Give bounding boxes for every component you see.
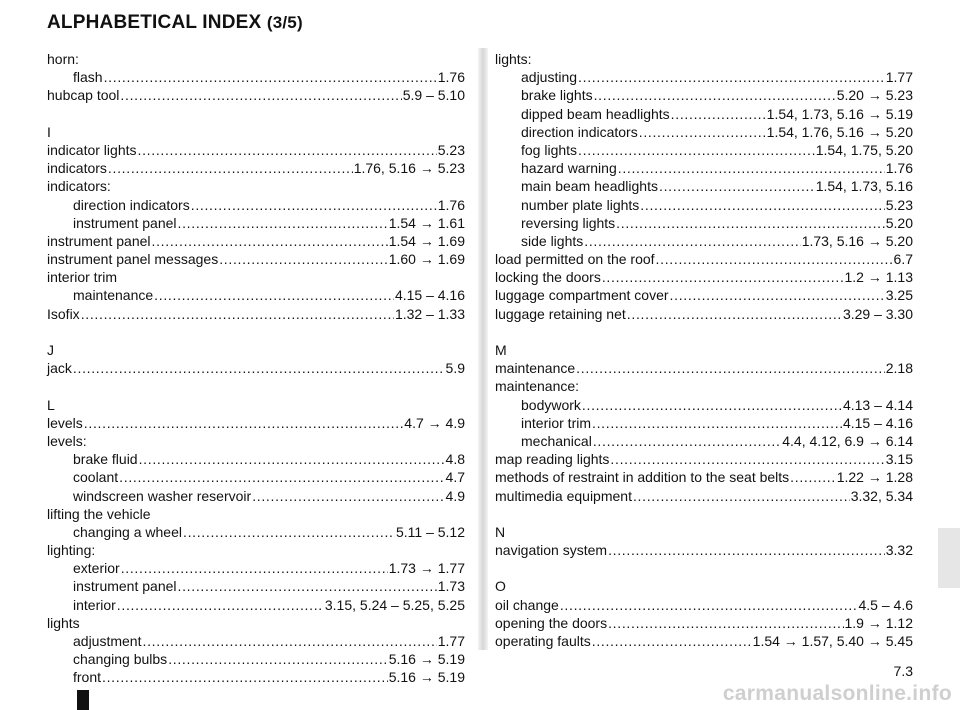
entry-label: levels: [47, 432, 87, 449]
index-entry [495, 250, 913, 268]
dot-leader [154, 286, 394, 304]
dot-leader [633, 487, 850, 505]
entry-label: navigation system [495, 542, 608, 559]
entry-pages: 1.54 → 1.61 [388, 214, 465, 231]
dot-leader [560, 596, 858, 614]
entry-pages: 4.15 – 4.16 [394, 287, 465, 304]
entry-pages: 5.16 → 5.19 [388, 669, 465, 686]
index-subentry [495, 68, 913, 86]
entry-label: exterior [73, 560, 120, 577]
dot-leader [73, 359, 445, 377]
entry-pages: 5.20 → 5.23 [836, 87, 913, 104]
entry-pages: 1.54, 1.73, 5.16 → 5.19 [766, 105, 913, 122]
watermark: carmanualsonline.info [722, 682, 952, 705]
entry-label: lighting: [47, 542, 96, 559]
index-subentry [495, 177, 913, 195]
entry-pages: 1.54 → 1.57, 5.40 → 5.45 [752, 633, 913, 649]
dot-leader [102, 668, 388, 686]
index-subentry [47, 196, 465, 214]
dot-leader [168, 650, 388, 668]
entry-label: hubcap tool [47, 87, 120, 104]
entry-label: windscreen washer reservoir [73, 487, 252, 504]
entry-label: direction indicators [521, 123, 638, 140]
index-entry [47, 541, 465, 559]
entry-pages: 1.54, 1.75, 5.20 [815, 141, 913, 158]
entry-label: dipped beam headlights [521, 105, 670, 122]
dot-leader [178, 577, 437, 595]
entry-pages: 1.54, 1.73, 5.16 [815, 178, 913, 195]
entry-label: luggage compartment cover [495, 287, 669, 304]
index-letter-heading: O [495, 578, 506, 595]
entry-pages: 5.9 – 5.10 [402, 87, 465, 104]
dot-leader [139, 450, 445, 468]
dot-leader [639, 123, 766, 141]
entry-pages: 5.23 [885, 196, 913, 213]
entry-pages: 1.54, 1.76, 5.16 → 5.20 [766, 123, 913, 140]
column-divider [478, 48, 488, 650]
dot-leader [84, 414, 404, 432]
index-subentry [495, 214, 913, 232]
dot-leader [104, 68, 437, 86]
page-part: (3/5) [266, 13, 303, 32]
index-entry [495, 487, 913, 505]
entry-pages: 1.2 → 1.13 [844, 269, 913, 286]
entry-pages: 1.76, 5.16 → 5.23 [353, 160, 465, 177]
entry-pages: 5.23 [437, 141, 465, 158]
dot-leader [120, 86, 401, 104]
entry-label: levels [47, 414, 83, 431]
index-subentry [495, 105, 913, 123]
entry-label: opening the doors [495, 614, 608, 631]
index-subentry [47, 668, 465, 686]
section-tab [938, 528, 960, 588]
index-letter-heading: M [495, 342, 507, 358]
entry-label: maintenance: [495, 378, 580, 395]
entry-pages: 3.32, 5.34 [850, 487, 913, 504]
index-entry [495, 614, 913, 632]
index-entry [495, 268, 913, 286]
entry-pages: 1.54 → 1.69 [388, 232, 465, 249]
entry-pages: 1.22 → 1.28 [836, 469, 913, 486]
entry-label: locking the doors [495, 269, 601, 286]
entry-pages: 4.8 [445, 451, 465, 468]
dot-leader [119, 468, 444, 486]
index-entry [495, 468, 913, 486]
page-marker [77, 690, 89, 710]
index-subentry [47, 559, 465, 577]
index-subentry [495, 86, 913, 104]
index-letter-heading: L [47, 396, 55, 413]
entry-pages: 5.11 – 5.12 [395, 523, 465, 540]
index-subentry [47, 286, 465, 304]
index-entry [47, 250, 465, 268]
index-subentry [495, 232, 913, 250]
entry-label: lights: [495, 51, 532, 67]
entry-label: instrument panel [73, 578, 177, 595]
entry-label: load permitted on the roof [495, 251, 655, 268]
entry-label: map reading lights [495, 451, 610, 468]
entry-label: number plate lights [521, 196, 640, 213]
entry-label: mechanical [521, 432, 592, 449]
page-title-text: ALPHABETICAL INDEX [47, 12, 262, 33]
entry-label: brake fluid [73, 451, 138, 468]
dot-leader [183, 523, 395, 541]
entry-label: adjustment [73, 633, 142, 649]
entry-pages: 1.76 [437, 196, 465, 213]
entry-label: instrument panel messages [47, 251, 219, 268]
entry-label: instrument panel [73, 214, 177, 231]
index-subentry [495, 159, 913, 177]
index-subentry [47, 468, 465, 486]
dot-leader [593, 432, 781, 450]
index-entry [495, 286, 913, 304]
index-subentry [47, 632, 465, 650]
index-entry [47, 232, 465, 250]
index-entry [47, 268, 465, 286]
dot-leader [616, 214, 885, 232]
entry-label: flash [73, 69, 103, 86]
index-entry [47, 414, 465, 432]
entry-label: front [73, 669, 102, 686]
entry-label: adjusting [521, 69, 578, 86]
index-column-right [495, 50, 913, 650]
dot-leader [592, 414, 842, 432]
entry-pages: 4.9 [445, 487, 465, 504]
dot-leader [608, 541, 885, 559]
index-subentry [495, 432, 913, 450]
entry-pages: 1.76 [885, 160, 913, 177]
index-entry [495, 632, 913, 650]
entry-label: methods of restraint in addition to the seat belts [495, 469, 790, 486]
index-entry [47, 432, 465, 450]
dot-leader [671, 105, 766, 123]
entry-pages: 4.7 [445, 469, 465, 486]
entry-pages: 4.13 – 4.14 [842, 396, 913, 413]
index-entry [47, 359, 465, 377]
entry-label: operating faults [495, 633, 591, 649]
dot-leader [610, 450, 884, 468]
entry-label: changing bulbs [73, 651, 168, 668]
dot-leader [178, 214, 388, 232]
dot-leader [117, 596, 324, 614]
index-entry [47, 86, 465, 104]
entry-label: interior trim [47, 269, 118, 286]
entry-pages: 3.25 [885, 287, 913, 304]
dot-leader [670, 286, 885, 304]
dot-leader [252, 487, 444, 505]
dot-leader [659, 177, 815, 195]
dot-leader [582, 396, 842, 414]
entry-pages: 4.4, 4.12, 6.9 → 6.14 [782, 432, 913, 449]
index-subentry [495, 141, 913, 159]
entry-label: indicator lights [47, 141, 137, 158]
index-entry [47, 159, 465, 177]
index-entry [47, 305, 465, 323]
entry-label: lights [47, 614, 80, 631]
entry-pages: 4.15 – 4.16 [842, 414, 913, 431]
entry-label: horn: [47, 51, 79, 67]
entry-pages: 1.76 [437, 69, 465, 86]
index-subentry [47, 487, 465, 505]
entry-label: Isofix [47, 305, 80, 322]
index-entry [47, 177, 465, 195]
index-entry [47, 614, 465, 632]
entry-pages: 4.7 → 4.9 [404, 414, 465, 431]
index-entry [495, 450, 913, 468]
dot-leader [594, 86, 836, 104]
entry-label: bodywork [521, 396, 581, 413]
index-entry [495, 377, 913, 395]
entry-pages: 1.73, 5.16 → 5.20 [801, 232, 913, 249]
index-subentry [47, 577, 465, 595]
dot-leader [584, 232, 800, 250]
entry-pages: 1.73 → 1.77 [388, 560, 465, 577]
entry-label: side lights [521, 232, 584, 249]
index-letter-heading: N [495, 523, 506, 540]
dot-leader [618, 159, 885, 177]
entry-label: interior trim [521, 414, 592, 431]
entry-pages: 1.77 [885, 69, 913, 86]
index-column-left [47, 50, 465, 687]
index-subentry [47, 450, 465, 468]
entry-label: oil change [495, 596, 559, 613]
dot-leader [576, 359, 885, 377]
entry-label: multimedia equipment [495, 487, 632, 504]
index-entry [47, 505, 465, 523]
dot-leader [142, 632, 436, 650]
entry-label: maintenance [495, 360, 576, 377]
entry-pages: 1.32 – 1.33 [394, 305, 465, 322]
index-subentry [495, 196, 913, 214]
entry-pages: 1.73 [437, 578, 465, 595]
entry-pages: 3.32 [885, 542, 913, 559]
entry-label: reversing lights [521, 214, 616, 231]
entry-pages: 3.15, 5.24 – 5.25, 5.25 [324, 596, 465, 613]
dot-leader [627, 305, 842, 323]
dot-leader [108, 159, 353, 177]
index-entry [495, 359, 913, 377]
page-number: 7.3 [893, 663, 913, 679]
index-entry [495, 50, 913, 68]
index-entry [47, 141, 465, 159]
entry-label: instrument panel [47, 232, 151, 249]
index-subentry [495, 414, 913, 432]
index-entry [495, 596, 913, 614]
entry-label: luggage retaining net [495, 305, 626, 322]
entry-label: fog lights [521, 141, 578, 158]
index-subentry [47, 523, 465, 541]
entry-pages: 5.9 [445, 360, 465, 377]
index-entry [495, 541, 913, 559]
entry-pages: 2.18 [885, 360, 913, 377]
entry-pages: 6.7 [893, 251, 913, 268]
entry-pages: 1.9 → 1.12 [844, 614, 913, 631]
dot-leader [138, 141, 437, 159]
index-letter-heading: I [47, 123, 51, 140]
entry-label: maintenance [73, 287, 154, 304]
dot-leader [578, 141, 815, 159]
index-subentry [495, 123, 913, 141]
entry-label: hazard warning [521, 160, 617, 177]
entry-label: indicators [47, 160, 107, 177]
entry-label: interior [73, 596, 116, 613]
dot-leader [790, 468, 836, 486]
index-subentry [47, 650, 465, 668]
entry-label: main beam headlights [521, 178, 658, 195]
entry-label: jack [47, 360, 72, 377]
entry-label: changing a wheel [73, 523, 182, 540]
entry-pages: 3.15 [885, 451, 913, 468]
entry-pages: 3.29 – 3.30 [842, 305, 913, 322]
entry-pages: 1.60 → 1.69 [388, 251, 465, 268]
dot-leader [602, 268, 844, 286]
entry-pages: 4.5 – 4.6 [858, 596, 913, 613]
dot-leader [152, 232, 388, 250]
dot-leader [608, 614, 843, 632]
entry-label: coolant [73, 469, 119, 486]
entry-pages: 5.16 → 5.19 [388, 651, 465, 668]
index-subentry [47, 596, 465, 614]
index-subentry [495, 396, 913, 414]
entry-label: lifting the vehicle [47, 505, 151, 522]
index-subentry [47, 214, 465, 232]
entry-pages: 1.77 [437, 633, 465, 649]
dot-leader [191, 196, 437, 214]
index-entry [47, 50, 465, 68]
dot-leader [219, 250, 388, 268]
index-letter-heading: J [47, 342, 54, 358]
dot-leader [81, 305, 394, 323]
index-subentry [47, 68, 465, 86]
entry-label: direction indicators [73, 196, 190, 213]
dot-leader [656, 250, 893, 268]
dot-leader [121, 559, 388, 577]
page-title [47, 12, 303, 34]
entry-label: brake lights [521, 87, 593, 104]
dot-leader [592, 632, 752, 650]
dot-leader [640, 196, 884, 214]
entry-label: indicators: [47, 178, 111, 195]
index-entry [495, 305, 913, 323]
dot-leader [578, 68, 885, 86]
entry-pages: 5.20 [885, 214, 913, 231]
